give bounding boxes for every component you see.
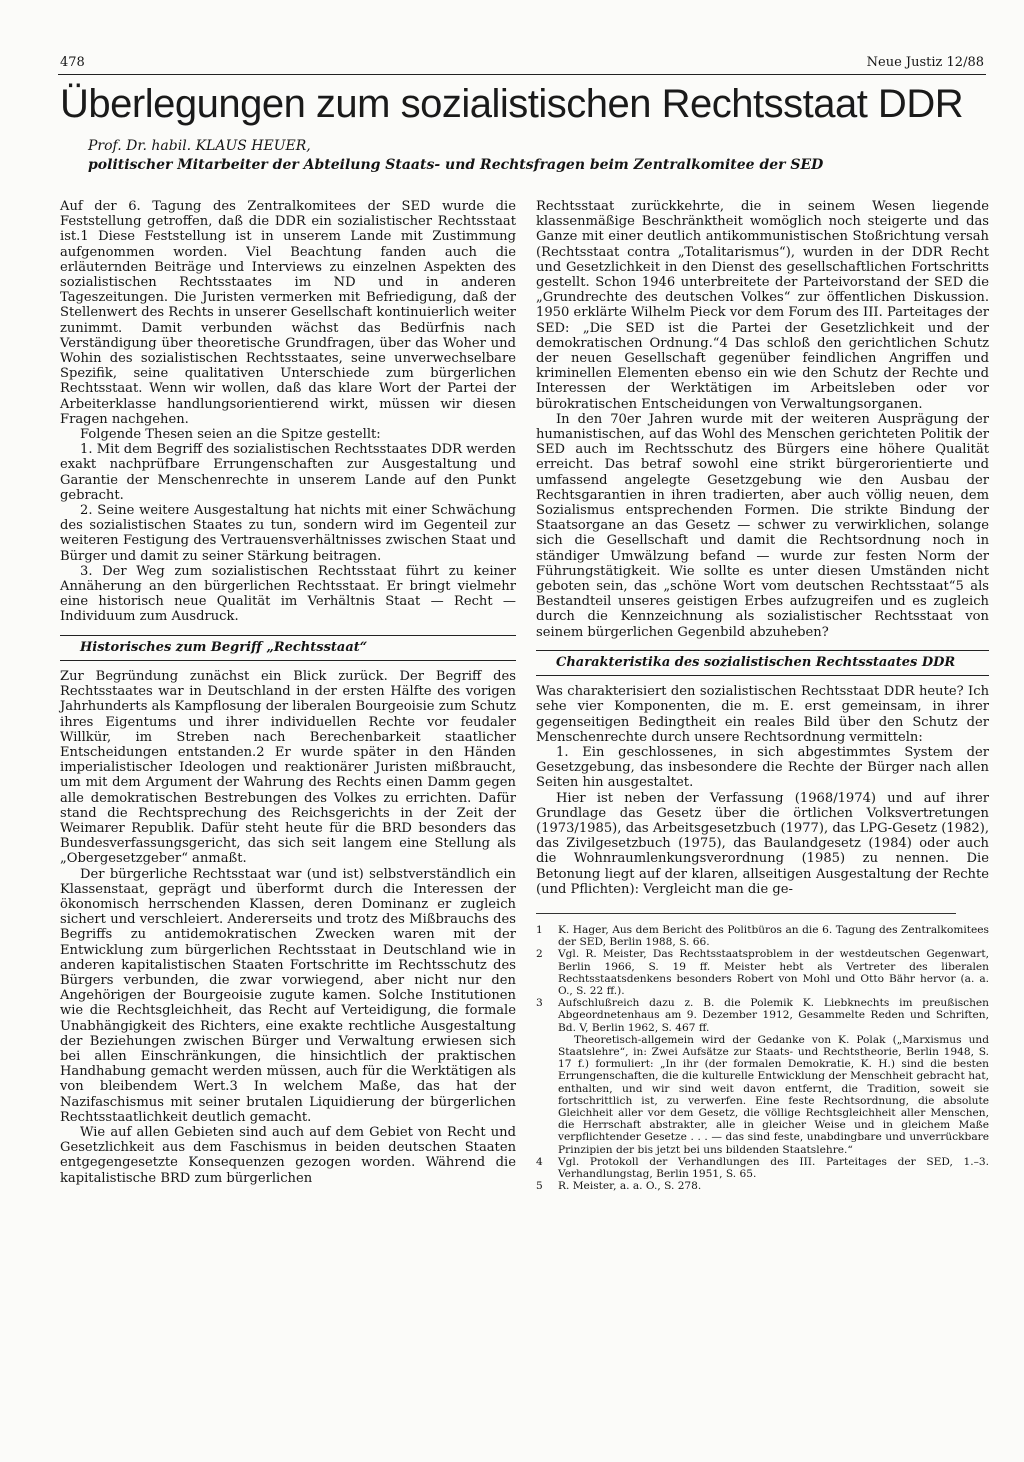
footnote-text: Aufschlußreich dazu z. B. die Polemik K. Liebknechts im preußischen Abgeordnetenhaus am 9. Dezember 1912, Gesammelte Reden und Schriften, Bd. V, Berlin 1962, S. 467 ff.	[558, 997, 989, 1034]
footnotes	[536, 924, 989, 1192]
footnote-number: 1	[536, 923, 543, 936]
journal-issue: Neue Justiz 12/88	[866, 55, 984, 70]
body-paragraph: Der bürgerliche Rechtsstaat war (und ist) selbstverständlich ein Klassenstaat, geprägt und überformt durch die Interessen der ökonomisch herrschenden Klassen, deren Dominanz er zugleich sichert und verschleiert. Andererseits und trotz des Mißbrauchs des Begriffs zu antidemokratischen Zwecken waren mit der Entwicklung zum bürgerlichen Rechtsstaat in Deutschland wie in anderen kapitalistischen Staaten Fortschritte im Rechtsschutz des Bürgers verbunden, die zwar vorwiegend, aber nicht nur den Angehörigen der Bourgeoisie zugute kamen. Solche Institutionen wie die Rechtsgleichheit, das Recht auf Verteidigung, die formale Unabhängigkeit des Richters, eine exakte rechtliche Ausgestaltung der Beziehungen zwischen Bürger und Verwaltung erwiesen sich bei allen Einschränkungen, die hinsichtlich der praktischen Handhabung gemacht werden müssen, auch für die Werktätigen als von bleibendem Wert.3 In welchem Maße, das hat der Nazifaschismus mit seiner brutalen Liquidierung der bürgerlichen Rechtsstaatlichkeit deutlich gemacht.	[60, 866, 516, 1125]
body-paragraph: Hier ist neben der Verfassung (1968/1974) und auf ihrer Grundlage das Gesetz über die örtlichen Volksvertretungen (1973/1985), das Arbeitsgesetzbuch (1977), das LPG-Gesetz (1982), das Zivilgesetzbuch (1975), das Baulandgesetz (1984) oder auch die Wohnraumlenkungsverordnung (1985) zu nennen. Die Betonung liegt auf der klaren, allseitigen Ausgestaltung der Rechte (und Pflichten): Vergleicht man die ge-	[536, 790, 989, 897]
footnote	[536, 924, 989, 948]
body-paragraph: Zur Begründung zunächst ein Blick zurück. Der Begriff des Rechtsstaates war in Deutschland in der ersten Hälfte des vorigen Jahrhunderts als Kampflosung der liberalen Bourgeoisie zum Schutz ihres Eigentums und ihrer individuellen Rechte vor feudaler Willkür, im Streben nach Berechenbarkeit staatlicher Entscheidungen entstanden.2 Er wurde später in den Händen imperialistischer Ideologen und reaktionärer Juristen mißbraucht, um mit dem Argument der Wahrung des Rechts einen Damm gegen alle demokratischen Bestrebungen des Volkes zu errichten. Dafür stand die Rechtsprechung des Reichsgerichts in der Zeit der Weimarer Republik. Dafür steht heute für die BRD besonders das Bundesverfassungsgericht, das sich seit langem eine Stellung als „Obergesetzgeber“ anmaßt.	[60, 668, 516, 867]
body-paragraph: Wie auf allen Gebieten sind auch auf dem Gebiet von Recht und Gesetzlichkeit aus dem Faschismus in beiden deutschen Staaten entgegengesetzte Konsequenzen gezogen worden. Während die kapitalistische BRD zum bürgerlichen	[60, 1124, 516, 1186]
footnote	[536, 948, 989, 997]
body-paragraph: Rechtsstaat zurückkehrte, die in seinem Wesen liegende klassenmäßige Beschränktheit womöglich noch steigerte und das Ganze mit einer deutlich antikommunistischen Stoßrichtung versah (Rechtsstaat contra „Totalitarismus“), wurden in der DDR Recht und Gesetzlichkeit in den Dienst des gesellschaftlichen Fortschritts gestellt. Schon 1946 unterbreitete der Parteivorstand der SED die „Grundrechte des deutschen Volkes“ zur öffentlichen Diskussion. 1950 erklärte Wilhelm Pieck vor dem Forum des III. Parteitages der SED: „Die SED ist die Partei der Gesetzlichkeit und der demokratischen Ordnung.“4 Das schloß den gerichtlichen Schutz der neuen Gesellschaft gegenüber feindlichen Angriffen und kriminellen Elementen ebenso ein wie den Schutz der Rechte und Interessen der Werktätigen im Arbeitsleben oder vor bürokratischen Entscheidungen von Verwaltungsorganen.	[536, 199, 989, 412]
footnote	[536, 1180, 989, 1192]
footnote-continuation: Theoretisch-allgemein wird der Gedanke von K. Polak („Marxismus und Staatslehre“, in: Zwei Aufsätze zur Staats- und Rechtstheorie, Berlin 1948, S. 17 f.) formuliert: „In ihr (der formalen Demokratie, K. H.) sind die besten Errungenschaften, die die kulturelle Entwicklung der Menschheit gebracht hat, enthalten, und wir sind weit davon entfernt, die Tradition, soweit sie fortschrittlich ist, zu verwerfen. Eine feste Rechtsordnung, die absolute Gleichheit aller vor dem Gesetz, die völlige Rechtsgleichheit aller Menschen, die Herrschaft abstrakter, alle in gleicher Weise und in gleichem Maße verpflichtender Gesetze . . . — das sind feste, unabdingbare und unverrückbare Prinzipien der bis jetzt bei uns bildenden Staatslehre.“	[558, 1033, 989, 1156]
intro-paragraph: Auf der 6. Tagung des Zentralkomitees der SED wurde die Feststellung getroffen, daß die DDR ein sozialistischer Rechtsstaat ist.1 Diese Feststellung ist in unserem Lande mit Zustimmung aufgenommen worden. Viel Beachtung fanden auch die erläuternden Beiträge und Interviews zu einzelnen Aspekten des sozialistischen Rechtsstaates im ND und in anderen Tageszeitungen. Die Juristen vermerken mit Befriedigung, daß der Stellenwert des Rechts in unserer Gesellschaft kontinuierlich weiter zunimmt. Damit verbunden wächst das Bedürfnis nach Verständigung über theoretische Grundfragen, über das Woher und Wohin des sozialistischen Rechtsstaates, seine unverwechselbare Spezifik, seine qualitativen Unterschiede zum bürgerlichen Rechtsstaat. Wenn wir wollen, daß das klare Wort der Partei der Arbeiterklasse handlungsorientierend wirkt, müssen wir diesen Fragen nachgehen.	[60, 199, 516, 427]
article-title: Überlegungen zum sozialistischen Rechtsstaat DDR	[60, 82, 964, 126]
thesis-2: 2. Seine weitere Ausgestaltung hat nichts mit einer Schwächung des sozialistischen Staates zu tun, sondern wird im Gegenteil zur weiteren Festigung des Vertrauensverhältnisses zwischen Staat und Bürger und damit zu seiner Stärkung beitragen.	[60, 503, 516, 564]
footnote-number: 5	[536, 1180, 543, 1193]
footnote-number: 3	[536, 997, 543, 1010]
header-rule	[58, 74, 986, 75]
section-rule-bottom	[60, 660, 516, 661]
section-rule-top	[536, 650, 989, 651]
article-author: Prof. Dr. habil. KLAUS HEUER,	[88, 138, 311, 154]
footnote	[536, 1156, 989, 1180]
section-rule-top	[60, 635, 516, 636]
section-heading-charakteristika: Charakteristika des sozialistischen Rechtsstaates DDR	[556, 654, 956, 670]
footnote-text: R. Meister, a. a. O., S. 278.	[558, 1180, 702, 1193]
footnote-text: K. Hager, Aus dem Bericht des Politbüros an die 6. Tagung des Zentralkomitees der SED, Berlin 1988, S. 66.	[558, 923, 989, 949]
component-1: 1. Ein geschlossenes, in sich abgestimmtes System der Gesetzgebung, das insbesondere die Rechte der Bürger nach allen Seiten hin ausgestaltet.	[536, 744, 989, 791]
section-rule-bottom	[536, 675, 989, 676]
page-number: 478	[60, 55, 85, 70]
footnote-number: 4	[536, 1155, 543, 1168]
footnote-text: Vgl. R. Meister, Das Rechtsstaatsproblem in der westdeutschen Gegenwart, Berlin 1966, S. 19 ff. Meister hebt als Vertreter des liberalen Rechtsstaatsdenkens besonders Robert von Mohl und Otto Bähr hervor (a. a. O., S. 22 ff.).	[558, 948, 989, 997]
thesis-1: 1. Mit dem Begriff des sozialistischen Rechtsstaates DDR werden exakt nachprüfbare Errungenschaften zur Ausgestaltung und Garantie der Menschenrechte in unserem Lande auf den Punkt gebracht.	[60, 442, 516, 503]
footnote-number: 2	[536, 948, 543, 961]
section-heading-historisches: Historisches zum Begriff „Rechtsstaat“	[80, 639, 368, 655]
body-paragraph: Was charakterisiert den sozialistischen Rechtsstaat DDR heute? Ich sehe vier Komponenten, die m. E. erst gemeinsam, in ihrer gegenseitigen Bedingtheit ein reales Bild über den Schutz der Menschenrechte durch unsere Rechtsordnung vermitteln:	[536, 684, 989, 745]
theses-lead: Folgende Thesen seien an die Spitze gestellt:	[80, 427, 381, 443]
body-paragraph: In den 70er Jahren wurde mit der weiteren Ausprägung der humanistischen, auf das Wohl des Menschen gerichteten Politik der SED auch im Rechtsschutz des Bürgers eine höhere Qualität erreicht. Das betraf sowohl eine strikt bürgerorientierte und umfassend angelegte Gesetzgebung wie den Ausbau der Rechtsgarantien in ihren tradierten, aber auch völlig neuen, dem Sozialismus entsprechenden Formen. Die strikte Bindung der Staatsorgane an das Gesetz — schwer zu verwirklichen, solange sich die Gesellschaft und damit die Rechtsordnung noch in ständiger Umwälzung befand — wurde zur festen Norm der Führungstätigkeit. Wie sollte es unter diesen Umständen nicht geboten sein, das „schöne Wort vom deutschen Rechtsstaat“5 als Bestandteil unseres geistigen Erbes aufzugreifen und es zugleich durch die Kennzeichnung als sozialistischer Rechtsstaat von seinem bürgerlichen Gegenbild abzuheben?	[536, 411, 989, 640]
author-affiliation: politischer Mitarbeiter der Abteilung Staats- und Rechtsfragen beim Zentralkomitee der SED	[88, 157, 824, 173]
right-column	[536, 199, 989, 1192]
left-column	[60, 199, 516, 1186]
thesis-3: 3. Der Weg zum sozialistischen Rechtsstaat führt zu keiner Annäherung an den bürgerlichen Rechtsstaat. Er bringt vielmehr eine historisch neue Qualität im Verhältnis Staat — Recht — Individuum zum Ausdruck.	[60, 563, 516, 625]
footnote-rule	[536, 913, 956, 914]
footnote	[536, 997, 989, 1034]
footnote-text: Vgl. Protokoll der Verhandlungen des III. Parteitages der SED, 1.–3. Verhandlungstag, Berlin 1951, S. 65.	[558, 1155, 989, 1180]
